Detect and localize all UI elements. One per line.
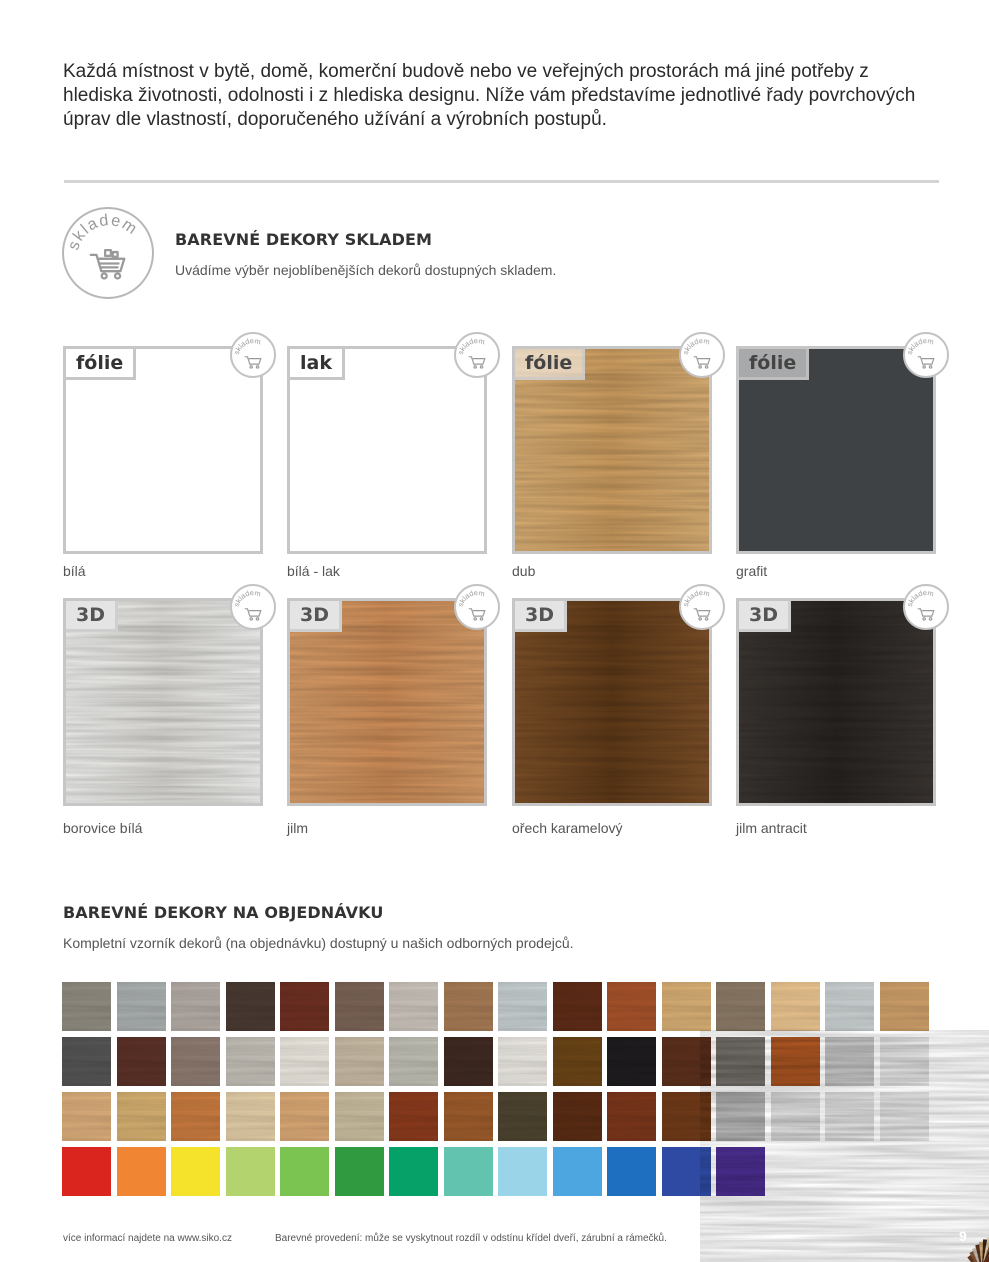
cart-icon: [681, 334, 723, 376]
decor-chip: [553, 1037, 602, 1086]
svg-text:skladem: [456, 588, 486, 608]
decor-type-tag: lak: [290, 349, 345, 380]
decor-chip: [171, 1147, 220, 1196]
decor-chip: [62, 1092, 111, 1141]
svg-text:skladem: [905, 336, 935, 356]
decor-chip: [444, 1092, 493, 1141]
decor-caption: borovice bílá: [63, 820, 143, 836]
decor-chip: [498, 1092, 547, 1141]
decor-chip: [117, 982, 166, 1031]
skladem-badge-label: skladem: [64, 210, 142, 253]
cart-icon: [681, 586, 723, 628]
decor-chip: [62, 1147, 111, 1196]
decor-chip: [280, 1037, 329, 1086]
decor-chip: [171, 1037, 220, 1086]
decor-chip: [444, 982, 493, 1031]
svg-text:skladem: [681, 336, 711, 356]
decor-chip: [444, 1147, 493, 1196]
section-divider: [64, 180, 939, 183]
decor-chip: [280, 982, 329, 1031]
skladem-stamp: [454, 584, 500, 630]
decor-chip: [171, 1092, 220, 1141]
skladem-stamp-label: skladem: [232, 336, 262, 356]
skladem-stamp-label: skladem: [232, 588, 262, 608]
decor-type-tag: fólie: [66, 349, 136, 380]
skladem-stamp: [903, 332, 949, 378]
decor-chip: [389, 1092, 438, 1141]
stock-section-subtitle: Uvádíme výběr nejoblíbenějších dekorů dostupných skladem.: [175, 262, 557, 278]
decor-chip: [498, 1037, 547, 1086]
decor-caption: ořech karamelový: [512, 820, 623, 836]
cart-icon: [232, 586, 274, 628]
decor-type-tag: 3D: [290, 601, 342, 632]
decor-sample-fan-image: [700, 1030, 989, 1262]
decor-chip: [62, 982, 111, 1031]
decor-chip: [553, 1147, 602, 1196]
svg-text:skladem: [905, 588, 935, 608]
decor-chip: [607, 1147, 656, 1196]
decor-type-tag: 3D: [515, 601, 567, 632]
decor-swatch: [736, 598, 936, 806]
decor-chip: [825, 982, 874, 1031]
skladem-stamp: [903, 584, 949, 630]
decor-caption: bílá - lak: [287, 563, 340, 579]
decor-chip: [226, 1037, 275, 1086]
skladem-stamp: [679, 332, 725, 378]
decor-chip: [117, 1092, 166, 1141]
decor-caption: bílá: [63, 563, 86, 579]
svg-text:skladem: [64, 211, 141, 252]
intro-paragraph: Každá místnost v bytě, domě, komerční budově nebo ve veřejných prostorách má jiné potřeby z hlediska životnosti, odolnosti i z hlediska designu. Níže vám představíme jednotlivé řady povrchových úprav dle vlastností, doporučeného užívání a výrobních postupů.: [63, 61, 916, 130]
skladem-stamp-label: skladem: [456, 336, 486, 356]
decor-chip: [226, 1092, 275, 1141]
order-section-subtitle: Kompletní vzorník dekorů (na objednávku) dostupný u našich odborných prodejců.: [63, 935, 574, 951]
decor-chip: [335, 1037, 384, 1086]
footer-note: Barevné provedení: může se vyskytnout rozdíl v odstínu křídel dveří, zárubní a rámečků.: [275, 1233, 667, 1244]
svg-text:skladem: [232, 588, 262, 608]
decor-swatch: [512, 598, 712, 806]
cart-icon: [456, 334, 498, 376]
cart-icon: [905, 334, 947, 376]
decor-chip: [771, 982, 820, 1031]
decor-swatch: [63, 346, 263, 554]
decor-swatch: [287, 598, 487, 806]
decor-caption: grafit: [736, 563, 768, 579]
skladem-stamp: [679, 584, 725, 630]
stock-section-title: BAREVNÉ DEKORY SKLADEM: [175, 230, 433, 249]
decor-chip: [280, 1092, 329, 1141]
decor-swatch: [736, 346, 936, 554]
decor-type-tag: fólie: [515, 349, 585, 380]
decor-chip: [716, 982, 765, 1031]
svg-text:skladem: [232, 336, 262, 356]
decor-type-tag: 3D: [739, 601, 791, 632]
decor-chip: [226, 982, 275, 1031]
skladem-stamp-label: skladem: [456, 588, 486, 608]
decor-swatch: [63, 598, 263, 806]
decor-chip: [444, 1037, 493, 1086]
decor-chip: [117, 1147, 166, 1196]
order-section-title: BAREVNÉ DEKORY NA OBJEDNÁVKU: [63, 903, 384, 922]
decor-chip: [117, 1037, 166, 1086]
decor-chip: [389, 1147, 438, 1196]
decor-chip: [171, 982, 220, 1031]
decor-chip: [389, 1037, 438, 1086]
svg-text:skladem: [681, 588, 711, 608]
cart-icon: [232, 334, 274, 376]
decor-chip: [607, 1092, 656, 1141]
decor-chip: [62, 1037, 111, 1086]
decor-chip: [335, 1147, 384, 1196]
decor-swatch: [512, 346, 712, 554]
decor-chip: [553, 1092, 602, 1141]
decor-chip: [335, 1092, 384, 1141]
footer-website: více informací najdete na www.siko.cz: [63, 1233, 232, 1244]
skladem-stamp-label: skladem: [905, 336, 935, 356]
decor-chip: [335, 982, 384, 1031]
decor-caption: dub: [512, 563, 536, 579]
decor-chip: [553, 982, 602, 1031]
decor-type-tag: fólie: [739, 349, 809, 380]
decor-caption: jilm: [287, 820, 308, 836]
decor-caption: jilm antracit: [736, 820, 807, 836]
skladem-stamp-label: skladem: [681, 336, 711, 356]
skladem-stamp-label: skladem: [681, 588, 711, 608]
decor-chip: [607, 982, 656, 1031]
decor-chip: [662, 982, 711, 1031]
skladem-badge: [62, 207, 154, 299]
skladem-stamp: [230, 332, 276, 378]
decor-chip: [280, 1147, 329, 1196]
skladem-stamp: [454, 332, 500, 378]
decor-chip: [389, 982, 438, 1031]
svg-text:skladem: [456, 336, 486, 356]
skladem-stamp-label: skladem: [905, 588, 935, 608]
decor-swatch: [287, 346, 487, 554]
decor-chip: [226, 1147, 275, 1196]
skladem-stamp: [230, 584, 276, 630]
decor-chip: [880, 982, 929, 1031]
page-number: 9: [959, 1228, 967, 1244]
decor-type-tag: 3D: [66, 601, 118, 632]
cart-icon: [905, 586, 947, 628]
cart-icon: [456, 586, 498, 628]
skladem-badge-icon: [64, 209, 152, 297]
decor-chip: [607, 1037, 656, 1086]
decor-chip: [498, 982, 547, 1031]
decor-chip: [498, 1147, 547, 1196]
